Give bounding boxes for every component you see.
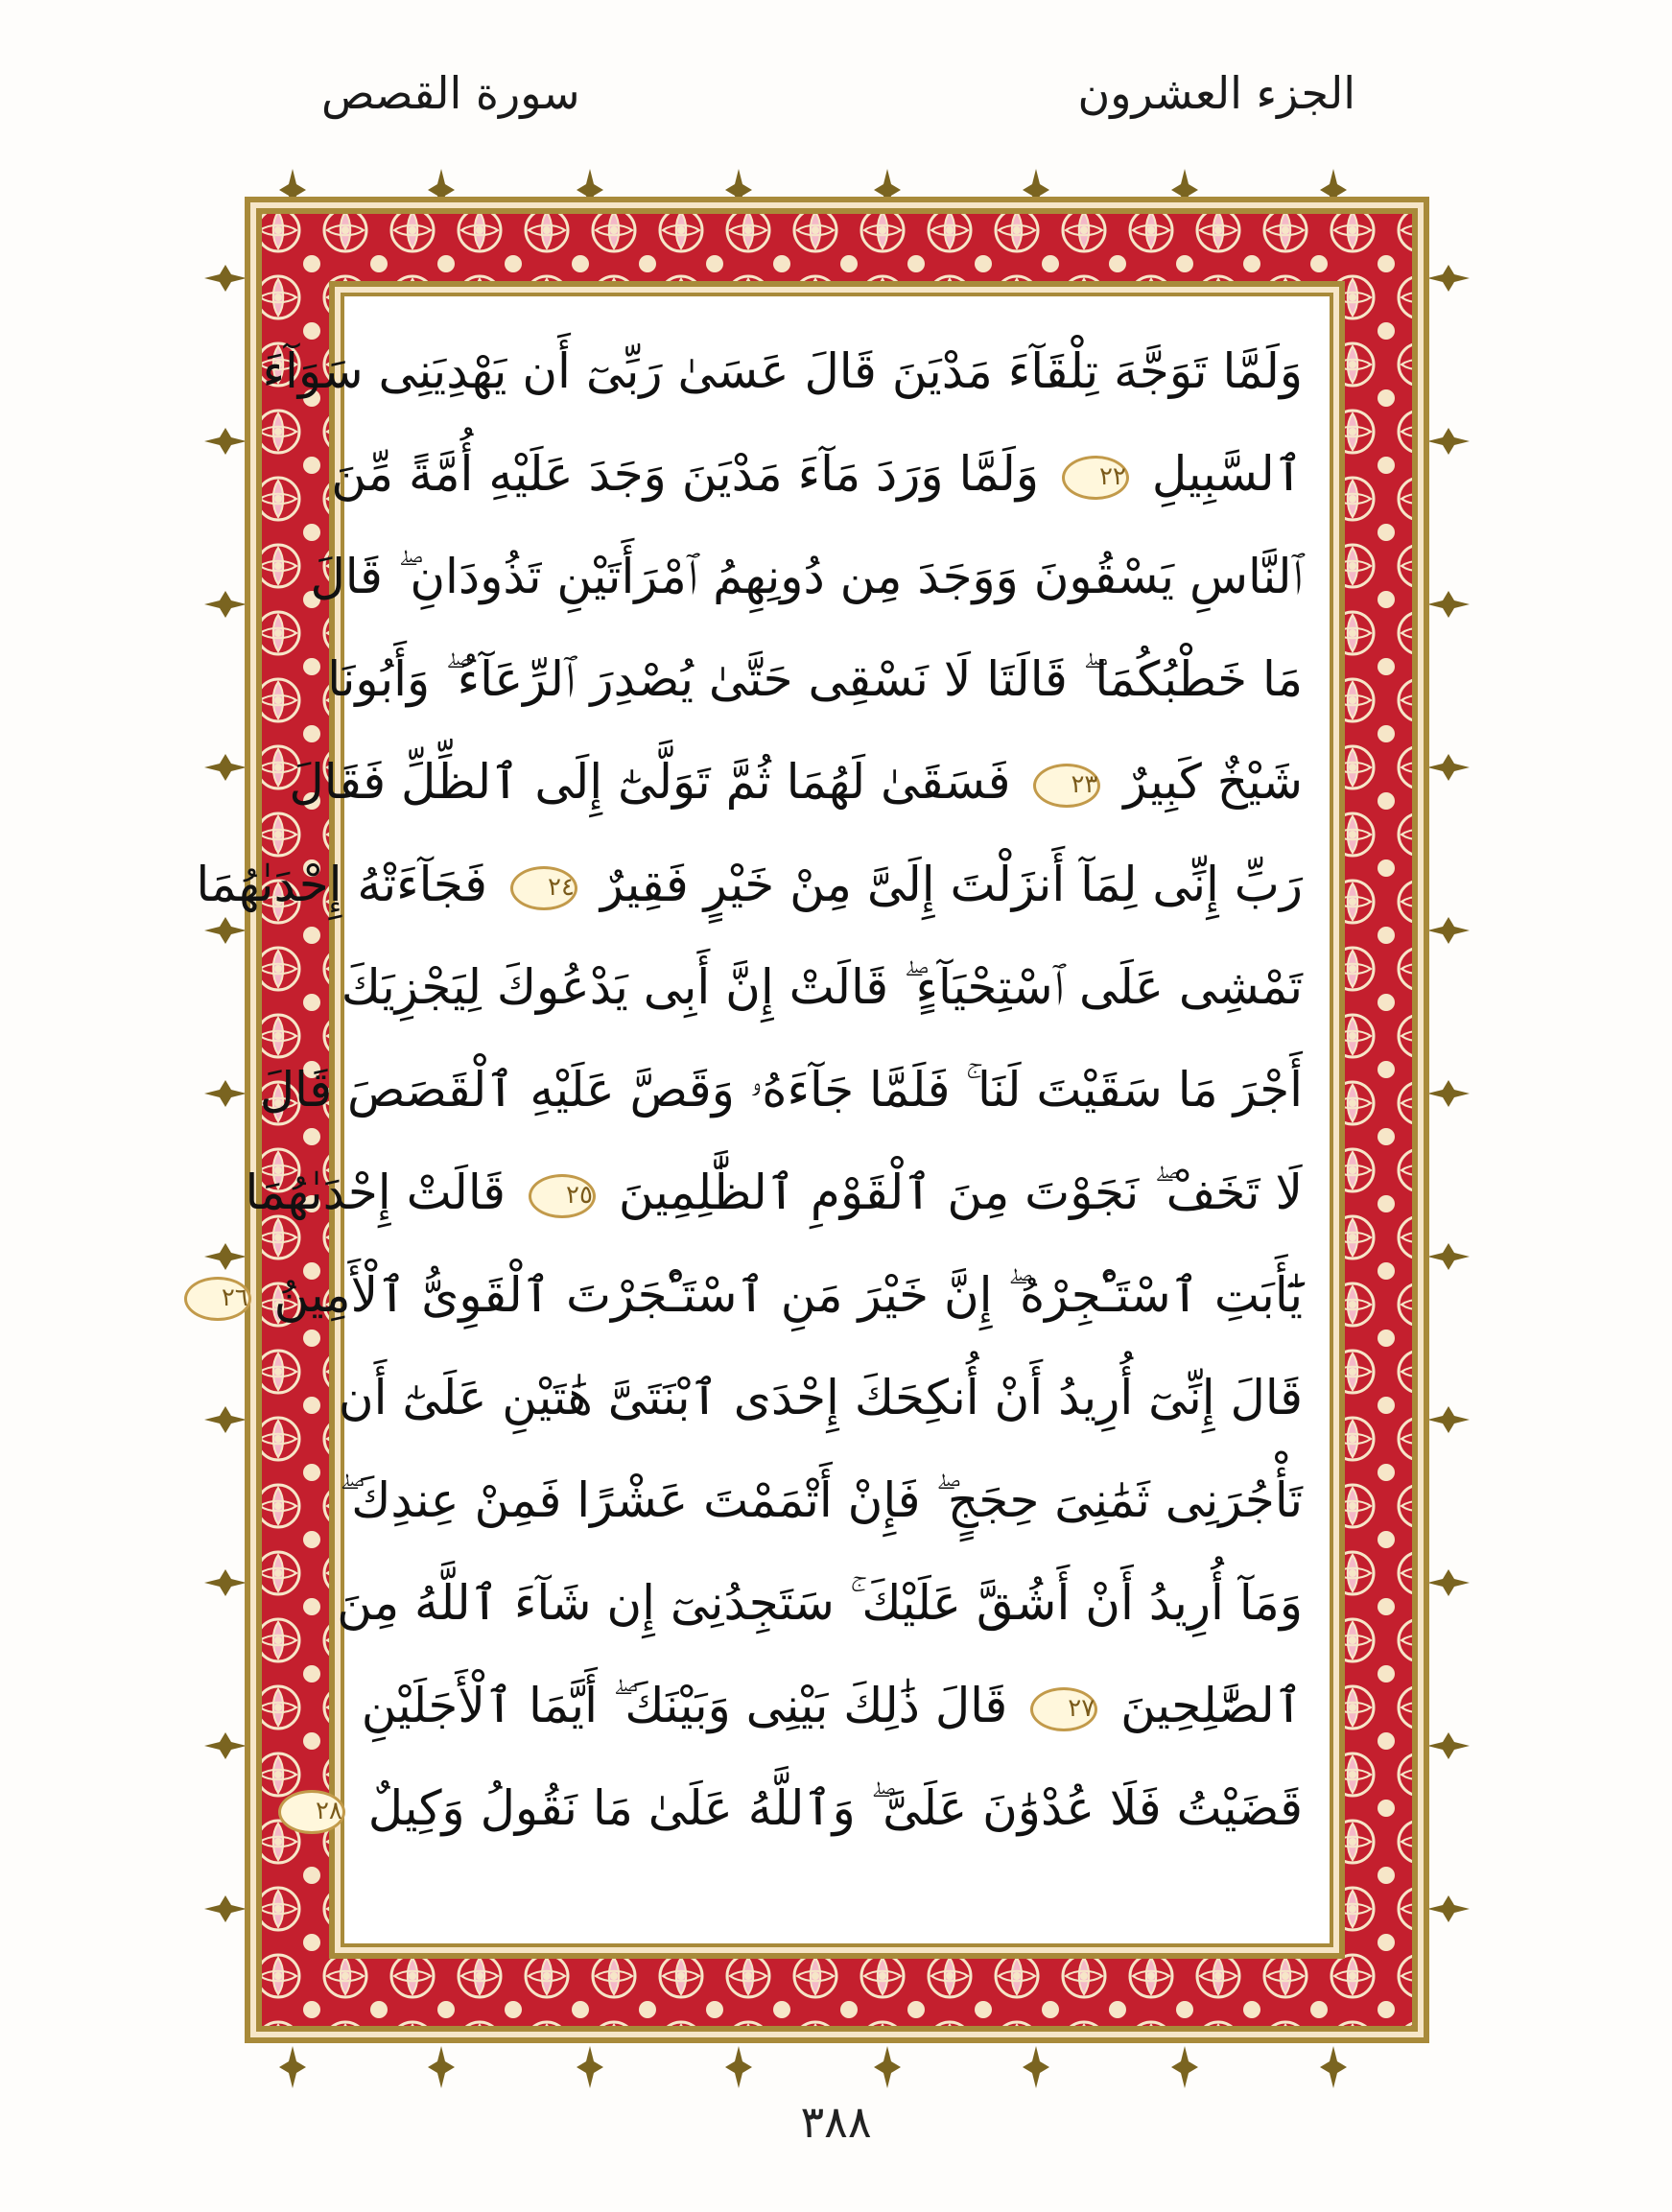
verse-line-3 xyxy=(310,527,1303,627)
verse-line-9 xyxy=(245,1142,1303,1243)
ayah-end-marker: ٢٦ xyxy=(184,1277,251,1321)
surah-title: سورة القصص xyxy=(321,67,580,119)
verse-line-2 xyxy=(331,424,1303,525)
ayah-end-marker: ٢٧ xyxy=(1030,1687,1097,1731)
line-text: يَٰٓأَبَتِ ٱسْتَـْٔجِرْهُ ۖ إِنَّ خَيْرَ مَنِ ٱسْتَـْٔجَرْتَ ٱلْقَوِىُّ ٱلْأَمِينُ xyxy=(273,1267,1303,1323)
verse-line-14 xyxy=(363,1656,1303,1756)
line-text: تَأْجُرَنِى ثَمَٰنِىَ حِجَجٍ ۖ فَإِنْ أَتْمَمْتَ عَشْرًا فَمِنْ عِندِكَ ۖ xyxy=(339,1472,1303,1528)
verse-line-15 xyxy=(315,1758,1303,1859)
line-text-continued: قَالَتْ إِحْدَىٰهُمَا xyxy=(245,1165,506,1220)
line-text-continued: فَسَقَىٰ لَهُمَا ثُمَّ تَوَلَّىٰٓ إِلَى ٱلظِّلِّ فَقَالَ xyxy=(289,754,1011,810)
ayah-end-marker: ٢٨ xyxy=(278,1790,345,1834)
ayah-end-marker: ٢٢ xyxy=(1062,456,1129,500)
verse-line-4 xyxy=(327,629,1303,730)
ayah-end-marker: ٢٣ xyxy=(1033,764,1100,808)
line-text-continued: فَجَآءَتْهُ إِحْدَىٰهُمَا xyxy=(196,857,488,912)
line-text: شَيْخٌ كَبِيرٌ xyxy=(1123,754,1303,810)
line-text: قَالَ إِنِّىٓ أُرِيدُ أَنْ أُنكِحَكَ إِحْدَى ٱبْنَتَىَّ هَٰتَيْنِ عَلَىٰٓ أَن xyxy=(338,1370,1303,1425)
verse-line-1 xyxy=(262,321,1303,422)
juz-title: الجزء العشرون xyxy=(1077,67,1355,119)
verse-line-7 xyxy=(341,937,1303,1038)
verse-line-13 xyxy=(337,1553,1303,1654)
ayah-end-marker: ٢٥ xyxy=(529,1174,596,1218)
line-text-continued: وَلَمَّا وَرَدَ مَآءَ مَدْيَنَ وَجَدَ عَلَيْهِ أُمَّةً مِّنَ xyxy=(331,446,1039,502)
verse-line-10 xyxy=(221,1245,1303,1346)
line-text: قَضَيْتُ فَلَا عُدْوَٰنَ عَلَىَّ ۖ وَٱللَّهُ عَلَىٰ مَا نَقُولُ وَكِيلٌ xyxy=(367,1780,1303,1836)
line-text: لَا تَخَفْ ۖ نَجَوْتَ مِنَ ٱلْقَوْمِ ٱلظَّٰلِمِينَ xyxy=(618,1165,1303,1220)
line-text: وَلَمَّا تَوَجَّهَ تِلْقَآءَ مَدْيَنَ قَالَ عَسَىٰ رَبِّىٓ أَن يَهْدِيَنِى سَوَآءَ xyxy=(262,343,1303,399)
line-text-continued: قَالَ ذَٰلِكَ بَيْنِى وَبَيْنَكَ ۖ أَيَّمَا ٱلْأَجَلَيْنِ xyxy=(361,1678,1008,1733)
line-text: وَمَآ أُرِيدُ أَنْ أَشُقَّ عَلَيْكَ ۚ سَتَجِدُنِىٓ إِن شَآءَ ٱللَّهُ مِنَ xyxy=(337,1575,1303,1631)
page-number: ٣٨٨ xyxy=(800,2096,872,2148)
line-text: أَجْرَ مَا سَقَيْتَ لَنَا ۚ فَلَمَّا جَآءَهُۥ وَقَصَّ عَلَيْهِ ٱلْقَصَصَ قَالَ xyxy=(259,1062,1303,1118)
line-text: ٱلصَّٰلِحِينَ xyxy=(1120,1678,1303,1733)
line-text: ٱلسَّبِيلِ xyxy=(1151,446,1303,502)
line-text: تَمْشِى عَلَى ٱسْتِحْيَآءٍ ۖ قَالَتْ إِنَّ أَبِى يَدْعُوكَ لِيَجْزِيَكَ xyxy=(341,959,1303,1015)
ayah-end-marker: ٢٤ xyxy=(510,866,577,910)
verse-line-8 xyxy=(259,1040,1303,1141)
verse-line-5 xyxy=(289,732,1303,833)
line-text: مَا خَطْبُكُمَا ۖ قَالَتَا لَا نَسْقِى حَتَّىٰ يُصْدِرَ ٱلرِّعَآءُ ۖ وَأَبُونَا xyxy=(327,651,1303,707)
verse-line-6 xyxy=(196,835,1303,935)
verse-line-11 xyxy=(338,1348,1303,1448)
line-text: ٱلنَّاسِ يَسْقُونَ وَوَجَدَ مِن دُونِهِمُ ٱمْرَأَتَيْنِ تَذُودَانِ ۖ قَالَ xyxy=(310,549,1303,604)
line-text: رَبِّ إِنِّى لِمَآ أَنزَلْتَ إِلَىَّ مِنْ خَيْرٍ فَقِيرٌ xyxy=(600,857,1303,912)
verse-line-12 xyxy=(339,1450,1303,1551)
